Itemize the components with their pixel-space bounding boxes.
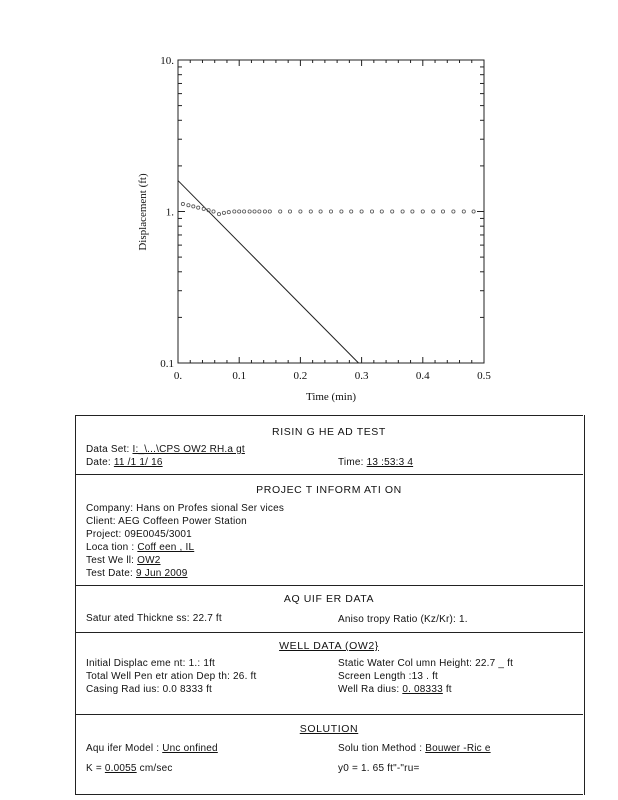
observed-point xyxy=(212,210,215,213)
y0-value: y0 = 1. 65 ft"-"ru= xyxy=(338,763,420,774)
observed-point xyxy=(288,210,291,213)
divider xyxy=(75,415,583,416)
observed-point xyxy=(181,202,184,205)
observed-point xyxy=(187,204,190,207)
data-set-label: Data Set: xyxy=(86,444,130,455)
observed-point xyxy=(202,207,205,210)
aquifer-model-row xyxy=(86,743,218,754)
observed-point xyxy=(421,210,424,213)
observed-point xyxy=(380,210,383,213)
x-tick-label: 0.5 xyxy=(477,370,491,382)
divider xyxy=(75,632,583,633)
y-tick-label: 10. xyxy=(160,55,174,67)
observed-point xyxy=(432,210,435,213)
observed-point xyxy=(340,210,343,213)
test-well-value: OW2 xyxy=(137,555,161,566)
solution-method-value: Bouwer -Ric e xyxy=(425,743,491,754)
well-radius-row xyxy=(338,684,452,695)
observed-point xyxy=(299,210,302,213)
observed-point xyxy=(350,210,353,213)
static-water-height: Static Water Col umn Height: 22.7 _ ft xyxy=(338,658,514,669)
divider xyxy=(75,714,583,715)
initial-displacement: Initial Displac eme nt: 1.: 1ft xyxy=(86,658,216,669)
x-tick-labels xyxy=(174,370,492,382)
observed-point xyxy=(227,211,230,214)
observed-point xyxy=(248,210,251,213)
project-info-title: PROJEC T INFORM ATI ON xyxy=(256,484,402,496)
divider xyxy=(75,794,583,795)
time-row xyxy=(338,457,413,468)
k-unit: cm/sec xyxy=(139,763,173,774)
data-set-value: I:_\...\CPS OW2 RH.a gt xyxy=(132,444,245,455)
x-tick-label: 0.2 xyxy=(293,370,308,382)
test-date-row xyxy=(86,568,188,579)
well-data-title: WELL DATA (OW2} xyxy=(279,640,379,652)
k-label: K = xyxy=(86,763,102,774)
screen-length: Screen Length :13 . ft xyxy=(338,671,439,682)
aquifer-data-title: AQ UIF ER DATA xyxy=(283,593,375,605)
location-label: Loca tion : xyxy=(86,542,135,553)
report-panel xyxy=(75,415,585,795)
observed-point xyxy=(242,210,245,213)
observed-point xyxy=(268,210,271,213)
well-radius-label: Well Ra dius: xyxy=(338,684,400,695)
observed-point xyxy=(233,210,236,213)
test-well-row xyxy=(86,555,161,566)
data-set-row xyxy=(86,444,245,455)
test-well-label: Test We ll: xyxy=(86,555,135,566)
observed-point xyxy=(319,210,322,213)
x-tick-label: 0.4 xyxy=(415,370,430,382)
solution-title: SOLUTION xyxy=(299,723,359,735)
observed-point xyxy=(441,210,444,213)
y-tick-label: 1. xyxy=(165,206,174,219)
company: Company: Hans on Profes sional Ser vices xyxy=(86,503,285,514)
test-date-label: Test Date: xyxy=(86,568,134,579)
aquifer-model-label: Aqu ifer Model : xyxy=(86,743,160,754)
observed-points xyxy=(181,202,475,215)
observed-point xyxy=(472,210,475,213)
test-date-value: 9 Jun 2009 xyxy=(136,568,188,579)
observed-point xyxy=(329,210,332,213)
y-axis-label: Displacement (ft) xyxy=(137,173,149,251)
solution-method-row xyxy=(338,743,491,754)
client: Client: AEG Coffeen Power Station xyxy=(86,516,247,527)
observed-point xyxy=(263,210,266,213)
observed-point xyxy=(401,210,404,213)
project: Project: 09E0045/3001 xyxy=(86,529,192,540)
total-penetration-depth: Total Well Pen etr ation Dep th: 26. ft xyxy=(86,671,257,682)
observed-point xyxy=(222,211,225,214)
observed-point xyxy=(452,210,455,213)
casing-radius: Casing Rad ius: 0.0 8333 ft xyxy=(86,684,213,695)
observed-point xyxy=(462,210,465,213)
divider xyxy=(75,474,583,475)
x-tick-label: 0.1 xyxy=(232,370,247,382)
x-tick-label: 0. xyxy=(173,370,183,382)
date-label: Date: xyxy=(86,457,111,468)
y-tick-labels xyxy=(160,55,174,370)
observed-point xyxy=(370,210,373,213)
observed-point xyxy=(197,206,200,209)
well-radius-value: 0. 08333 xyxy=(402,684,443,695)
saturated-thickness: Satur ated Thickne ss: 22.7 ft xyxy=(86,613,222,624)
observed-point xyxy=(360,210,363,213)
solution-method-label: Solu tion Method : xyxy=(338,743,423,754)
observed-point xyxy=(411,210,414,213)
time-value: 13 :53:3 4 xyxy=(366,457,414,468)
anisotropy-ratio: Aniso tropy Ratio (Kz/Kr): 1. xyxy=(338,614,468,625)
aquifer-model-value: Unc onfined xyxy=(162,743,218,754)
location-value: Coff een , IL xyxy=(137,542,195,553)
time-label: Time: xyxy=(338,457,364,468)
divider xyxy=(75,585,583,586)
observed-point xyxy=(238,210,241,213)
date-value: 11 /1 1/ 16 xyxy=(113,457,163,468)
observed-point xyxy=(192,205,195,208)
y-tick-label: 0.1 xyxy=(160,358,174,370)
observed-point xyxy=(279,210,282,213)
k-value: 0.0055 xyxy=(104,763,137,774)
well-radius-unit: ft xyxy=(445,684,452,695)
observed-point xyxy=(391,210,394,213)
observed-point xyxy=(258,210,261,213)
date-row xyxy=(86,457,163,468)
observed-point xyxy=(309,210,312,213)
x-axis-label: Time (min) xyxy=(305,391,357,403)
observed-point xyxy=(253,210,256,213)
location-row xyxy=(86,542,194,553)
x-tick-label: 0.3 xyxy=(354,370,369,382)
report-title: RISIN G HE AD TEST xyxy=(272,426,386,438)
k-row xyxy=(86,763,173,774)
observed-point xyxy=(217,213,220,216)
